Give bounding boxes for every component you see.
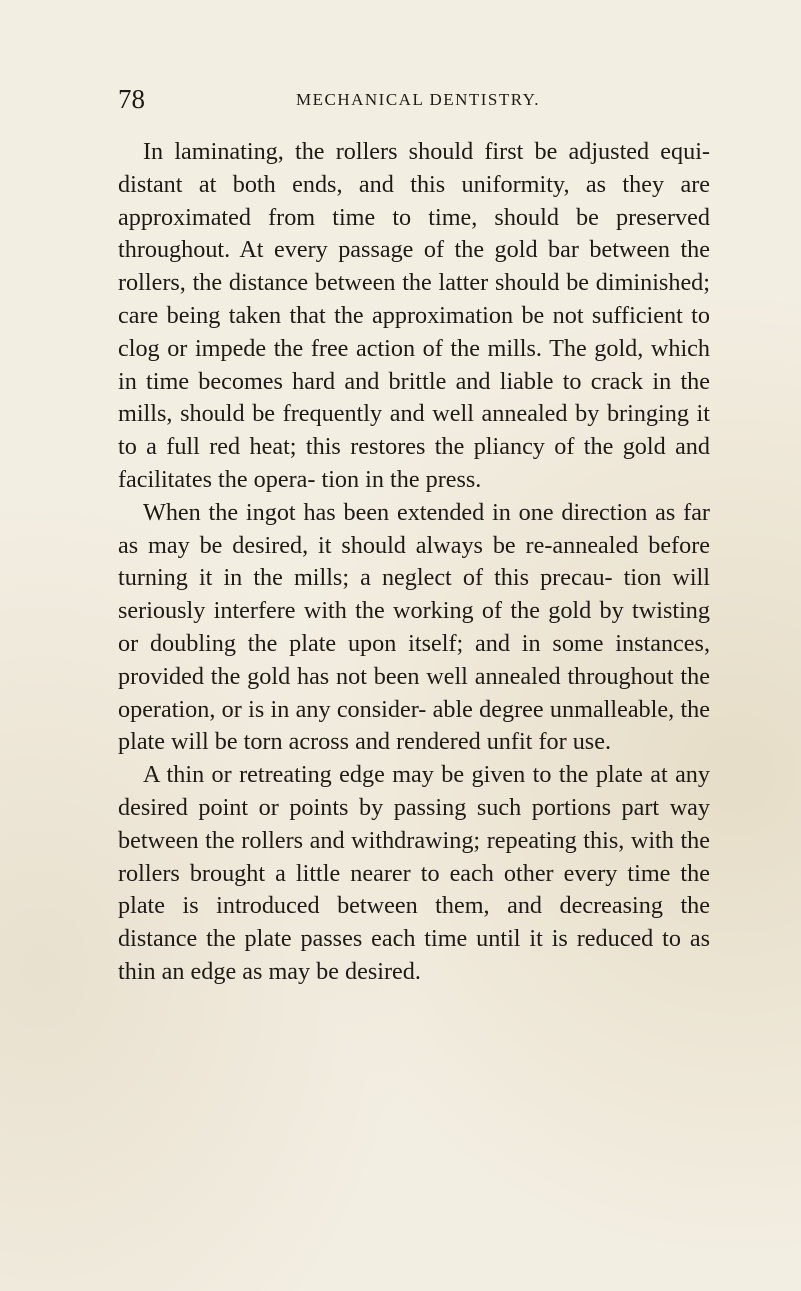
paragraph-thin-edge: A thin or retreating edge may be given to the plate at any desired point or points by passing such portions part way between the rollers and withdrawing; repeating this, with the rollers brought a little nearer to each other every time the plate is introduced between them, and decreasing the distance the plate passes each time until it is reduced to as thin an edge as may be desired. xyxy=(118,761,710,985)
page-number: 78 xyxy=(118,84,145,114)
paragraph-laminating: In laminating, the rollers should first be adjusted equi-distant at both ends, and this uniformity, as they are approximated from time to time, should be preserved throughout. At every passage of the gold bar between the rollers, the distance between the latter should be diminished; care being taken that the approximation be not sufficient to clog or impede the free action of the mills. The gold, which in time becomes hard and brittle and liable to crack in the mills, should be frequently and well annealed by bringing it to a full red heat; this restores the pliancy of the gold and facilitates the opera- tion in the press. xyxy=(118,138,710,493)
body-text xyxy=(118,136,710,989)
page-header xyxy=(118,84,728,114)
running-head: MECHANICAL DENTISTRY. xyxy=(296,90,541,109)
paragraph-ingot: When the ingot has been extended in one direction as far as may be desired, it should always be re-annealed before turning it in the mills; a neglect of this precau- tion will seriously interfere with the working of the gold by twisting or doubling the plate upon itself; and in some instances, provided the gold has not been well annealed throughout the operation, or is in any consider- able degree unmalleable, the plate will be torn across and rendered unfit for use. xyxy=(118,498,710,756)
